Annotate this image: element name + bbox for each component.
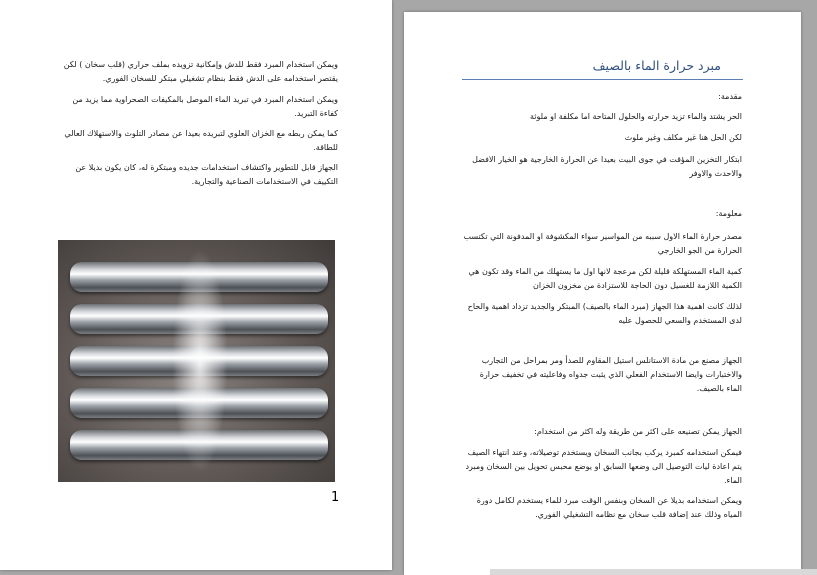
- heading-introduction: مقدمة:: [718, 92, 742, 101]
- paragraph-usage-heater: ويمكن استخدامه بديلا عن السخان وبنفس الوقت مبرد للماء يستخدم لكامل دورة المياه وذلك عند إضافة قلب سخان مع نظامه التشغيلي الفوري.: [476, 496, 742, 519]
- title-underline: [462, 79, 743, 80]
- paragraph-upper-tank: كما يمكن ربطه مع الخزان العلوي لتبريده بعيدا عن مصادر التلوث والاستهلاك العالي للطاقة.: [64, 129, 338, 152]
- paragraph-consumed-water: كمية الماء المستهلكة قليلة لكن مرعجة لانها اول ما يستهلك من الماء وقد تكون هي الكمية اللازمة للغسيل دون الحاجة للاستزادة من مخزون الخزان: [468, 267, 742, 290]
- paragraph-heat-problem: الحر يشتد والماء تزيد حرارته والحلول المتاحة اما مكلفة او ملوثة: [530, 112, 742, 121]
- paragraph-development: الجهاز قابل للتطوير واكتشاف استخدامات جديده ومبتكرة له، كان يكون بديلا عن التكييف في الاستخدامات الصناعية والتجارية.: [75, 163, 338, 186]
- paragraph-heat-source: مصدر حرارة الماء الاول سببه من المواسير سواء المكشوفة او المدفونة التي تكتسب الحرارة من الجو الخارجي: [463, 232, 742, 255]
- paragraph-importance: لذلك كانت اهمية هذا الجهاز (مبرد الماء بالصيف) المبتكر والجديد تزداد اهمية والحاح لدى المستخدم والسعي للحصول عليه: [467, 302, 742, 325]
- paragraph-solution: لكن الحل هنا غير مكلف وغير ملوث: [624, 133, 742, 142]
- paragraph-showerhead: ويمكن استخدام المبرد فقط للدش وإمكانية تزويده بملف حراري (قلب سخان ) لكن يقتصر استخدامه على الدش فقط بنظام تشغيلي مبتكر للسخان الفوري.: [63, 60, 338, 83]
- cooler-device-photo: [58, 240, 335, 482]
- paragraph-usage-cooler: فيمكن استخدامه كمبرد يركب بجانب السخان ويستخدم توصيلاته، وعند انتهاء الصيف يتم اعادة ليات التوصيل الى وضعها السابق او يوضع محبس تحويل بين السخان ومبرد الماء.: [465, 448, 742, 485]
- paragraph-material: الجهاز مصنع من مادة الاستانلس استيل المقاوم للصدأ ومر بمراحل من التجارب والاختبارات وايضا الاستخدام الفعلي الذي يثبت جدواه وفاعليته في تخفيف حرارة الماء بالصيف.: [479, 356, 742, 393]
- paragraph-manufacturing: الجهاز يمكن تصنيعه على اكثر من طريقة وله اكثر من استخدام:: [534, 427, 742, 436]
- document-page-right: [404, 12, 801, 575]
- light-reflection: [170, 240, 230, 482]
- document-title: مبرد حرارة الماء بالصيف: [592, 58, 721, 73]
- document-page-left: [0, 0, 392, 570]
- page-number: 1: [331, 490, 340, 505]
- paragraph-innovation: ابتكار التخزين المؤقت في جوى البيت بعيدا عن الحرارة الخارجية هو الخيار الافضل والاحدث والاوفر: [472, 155, 742, 178]
- paragraph-air-cooler: ويمكن استخدام المبرد في تبريد الماء الموصل بالمكيفات الصحراوية مما يزيد من كفاءة التبريد.: [72, 95, 338, 118]
- status-bar: [490, 569, 817, 575]
- heading-information: معلومة:: [715, 209, 742, 218]
